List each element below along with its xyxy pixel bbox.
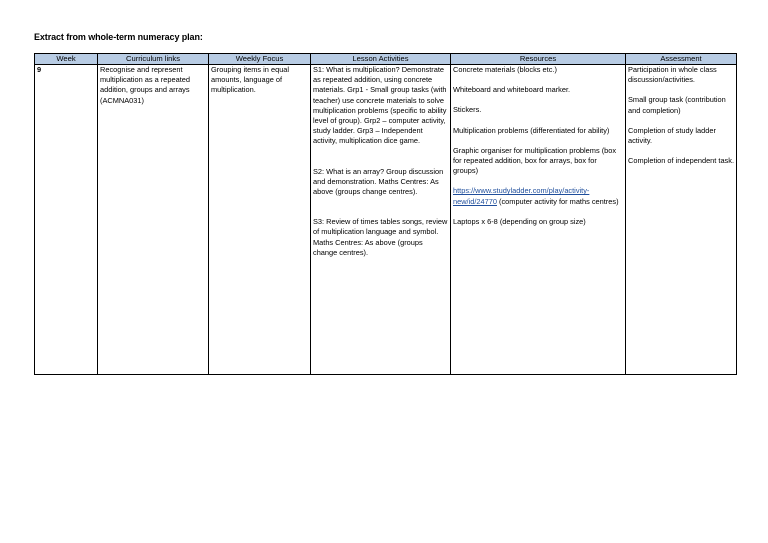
table-row (35, 65, 737, 375)
assessment-cell (626, 65, 737, 375)
resource-stickers: Stickers. (453, 105, 482, 115)
focus-cell: Grouping items in equal amounts, language of multiplication. (209, 65, 311, 375)
lesson-activities-cell (311, 65, 451, 375)
assessment-small-group: Small group task (contribution and completion) (628, 95, 726, 115)
studyladder-link-suffix: (computer activity for maths centres) (496, 196, 619, 206)
resource-multiplication-problems: Multiplication problems (differentiated for ability) (453, 125, 610, 135)
numeracy-plan-table (34, 53, 737, 375)
resource-whiteboard: Whiteboard and whiteboard marker. (453, 85, 571, 95)
curriculum-cell: Recognise and represent multiplication as a repeated addition, groups and arrays (ACMNA031) (98, 65, 209, 375)
assessment-study-ladder: Completion of study ladder activity. (628, 125, 716, 146)
resource-studyladder (453, 186, 623, 206)
header-assessment: Assessment (626, 54, 737, 65)
lesson-s3: S3: Review of times tables songs, review of multiplication language and symbol. Maths Centres: As above (groups change centres). (313, 217, 448, 257)
resource-laptops: Laptops x 6-8 (depending on group size) (453, 216, 586, 226)
week-cell: 9 (35, 65, 98, 375)
lesson-s1: S1: What is multiplication? Demonstrate as repeated addition, using concrete materials. Grp1 - Small group tasks (with teacher) use concrete materials to solve multiplication problems (specific to ability level of group). Grp2 – computer activity, study ladder. Grp3 – Independent activity, multiplication dice game. (313, 65, 447, 146)
lesson-s2: S2: What is an array? Group discussion and demonstration. Maths Centres: As above (groups change centres). (313, 166, 444, 197)
resource-graphic-organiser: Graphic organiser for multiplication problems (box for repeated addition, box for arrays, box for groups) (453, 145, 617, 176)
header-lesson-activities: Lesson Activities (311, 54, 451, 65)
header-weekly-focus: Weekly Focus (209, 54, 311, 65)
assessment-independent-task: Completion of independent task. (628, 156, 735, 166)
document-title: Extract from whole-term numeracy plan: (34, 32, 203, 42)
header-curriculum-links: Curriculum links (98, 54, 209, 65)
studyladder-link[interactable]: https://www.studyladder.com/play/activity-new/id/24770 (453, 186, 590, 206)
header-resources: Resources (451, 54, 626, 65)
resource-concrete-materials: Concrete materials (blocks etc.) (453, 65, 557, 74)
resources-cell (451, 65, 626, 375)
assessment-participation: Participation in whole class discussion/activities. (628, 65, 717, 85)
header-row (35, 54, 737, 65)
header-week: Week (35, 54, 98, 65)
